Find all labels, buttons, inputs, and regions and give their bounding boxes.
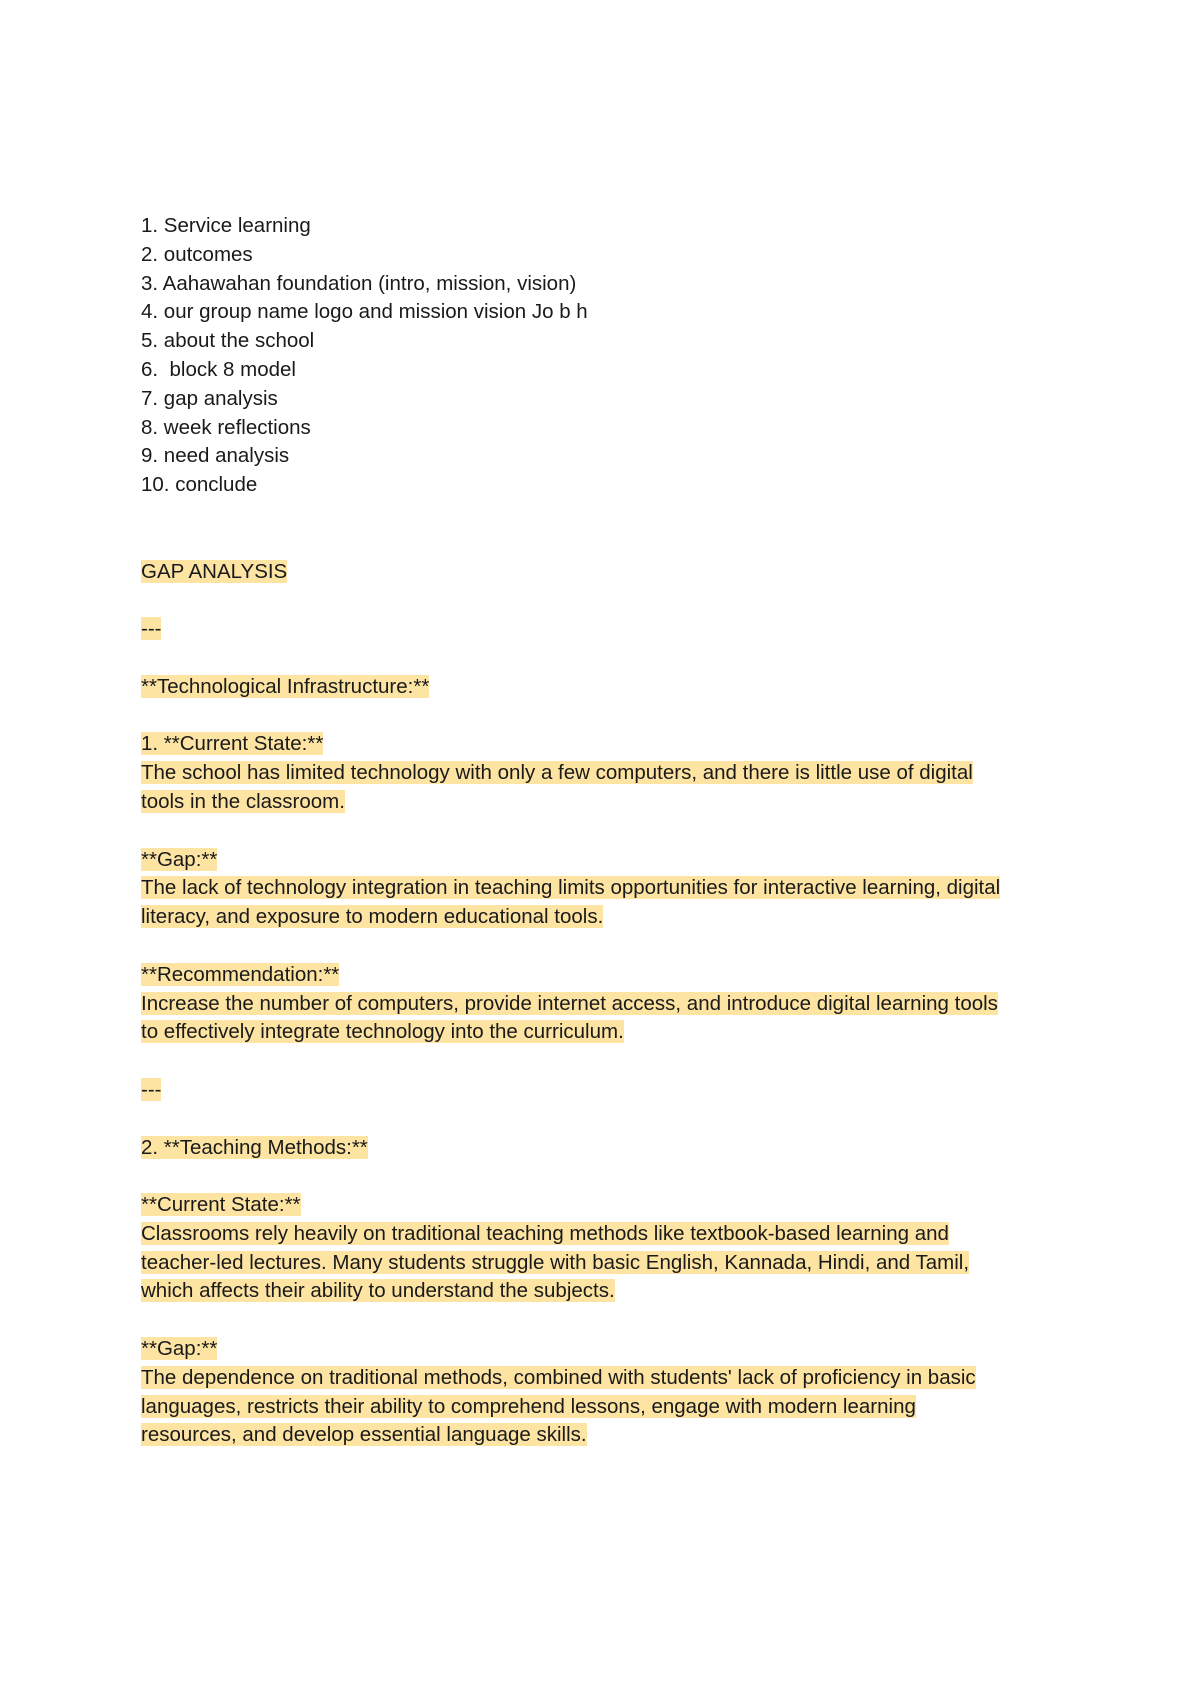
- outline-item: 9. need analysis: [141, 444, 290, 468]
- outline-item: 4. our group name logo and mission vision Jo b h: [141, 300, 588, 324]
- outline-item: 10. conclude: [141, 473, 258, 497]
- gap-label: **Gap:**: [141, 1337, 218, 1361]
- current-state-text: tools in the classroom.: [141, 789, 345, 813]
- spacer: [141, 702, 1081, 731]
- gap-text: resources, and develop essential language skills.: [141, 1423, 587, 1447]
- spacer: [141, 1105, 1081, 1134]
- outline-item: 6. block 8 model: [141, 357, 296, 381]
- spacer: [141, 586, 1081, 615]
- outline-item: 5. about the school: [141, 329, 315, 353]
- gap-text: The lack of technology integration in teaching limits opportunities for interactive learning, digital: [141, 876, 1001, 900]
- current-state-text: Classrooms rely heavily on traditional teaching methods like textbook-based learning and: [141, 1221, 949, 1245]
- spacer: [141, 500, 1081, 558]
- current-state-label: **Current State:**: [141, 1193, 301, 1217]
- current-state-text: teacher-led lectures. Many students struggle with basic English, Kannada, Hindi, and Tamil,: [141, 1250, 970, 1274]
- outline-item: 3. Aahawahan foundation (intro, mission, vision): [141, 271, 577, 295]
- separator: ---: [141, 1077, 162, 1101]
- current-state-label: 1. **Current State:**: [141, 732, 324, 756]
- outline-item: 1. Service learning: [141, 214, 311, 237]
- recommendation-label: **Recommendation:**: [141, 962, 340, 986]
- separator: ---: [141, 617, 162, 641]
- outline-list: [141, 212, 1081, 500]
- section-title-teaching-methods: 2. **Teaching Methods:**: [141, 1135, 368, 1159]
- current-state-text: which affects their ability to understand the subjects.: [141, 1279, 615, 1303]
- spacer: [141, 932, 1081, 961]
- gap-text: languages, restricts their ability to comprehend lessons, engage with modern learning: [141, 1394, 916, 1418]
- recommendation-text: Increase the number of computers, provide internet access, and introduce digital learning tools: [141, 991, 998, 1015]
- outline-item: 8. week reflections: [141, 415, 311, 439]
- gap-text: The dependence on traditional methods, combined with students' lack of proficiency in basic: [141, 1365, 976, 1389]
- outline-item: 7. gap analysis: [141, 386, 278, 410]
- gap-text: literacy, and exposure to modern educational tools.: [141, 905, 604, 929]
- outline-item: 2. outcomes: [141, 242, 253, 266]
- spacer: [141, 644, 1081, 673]
- spacer: [141, 1162, 1081, 1191]
- recommendation-text: to effectively integrate technology into the curriculum.: [141, 1020, 624, 1044]
- section-title-technological-infrastructure: **Technological Infrastructure:**: [141, 674, 430, 698]
- gap-analysis-heading: GAP ANALYSIS: [141, 559, 288, 583]
- current-state-text: The school has limited technology with only a few computers, and there is little use of digital: [141, 761, 973, 785]
- gap-label: **Gap:**: [141, 847, 218, 871]
- spacer: [141, 1306, 1081, 1335]
- spacer: [141, 817, 1081, 846]
- spacer: [141, 1047, 1081, 1076]
- document-page: [141, 212, 1081, 1450]
